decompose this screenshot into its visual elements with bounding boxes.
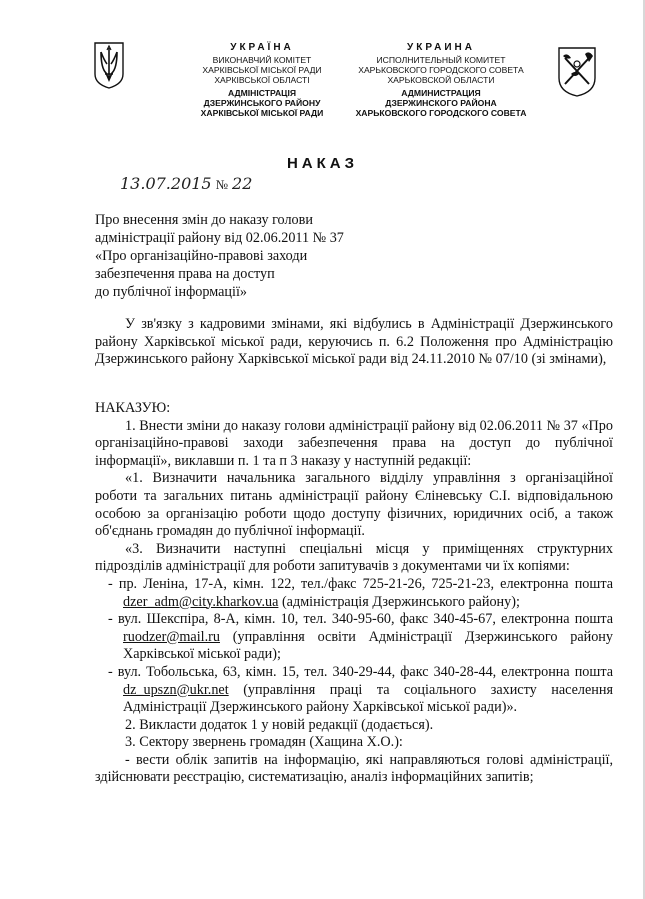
header-line: ХАРЬКОВСКОЙ ОБЛАСТИ [387,75,495,85]
number-sign: № [215,177,229,192]
trident-emblem-icon [92,40,126,90]
header-russian [350,42,532,118]
email-link[interactable]: dz_upszn@ukr.net [123,681,229,698]
header-line: ВИКОНАВЧИЙ КОМІТЕТ [212,55,312,65]
header-line: ИСПОЛНИТЕЛЬНЫЙ КОМИТЕТ [376,55,506,65]
place-item: - вул. Шекспіра, 8-А, кімн. 10, тел. 340-95-60, факс 340-45-67, електронна пошта ruodzer@mail.ru (управління освіти Адміністрації Дзержинського району Харківської міської ради); [108,611,614,663]
header-country-ru: УКРАИНА [407,42,475,53]
order-title: НАКАЗ [286,155,359,172]
header-admin-line: АДМІНІСТРАЦІЯ [227,88,297,98]
email-link[interactable]: dzer_adm@city.kharkov.ua [123,593,279,610]
order-number: 22 [232,174,253,193]
order-date-number [120,174,252,193]
header-admin-line: АДМИНИСТРАЦИЯ [401,88,481,98]
header-admin-line: ДЗЕРЖИНСКОГО РАЙОНА [385,98,497,108]
kharkiv-coat-of-arms-icon [555,44,599,98]
order-word: НАКАЗУЮ: [95,400,171,416]
header-line: ХАРЬКОВСКОГО ГОРОДСКОГО СОВЕТА [358,65,524,75]
item-3-sub: - вести облік запитів на інформацію, які направляються голові адміністрації, здійснювати реєстрацію, систематизацію, аналіз інформаційних запитів; [95,751,613,786]
header-admin-line: ДЗЕРЖИНСЬКОГО РАЙОНУ [203,98,321,108]
header-country-ua: УКРАЇНА [230,42,294,53]
email-link[interactable]: ruodzer@mail.ru [123,628,220,645]
subject-line: адміністрації району від 02.06.2011 № 37 [95,230,344,246]
item-1: 1. Внести зміни до наказу голови адміністрації району від 02.06.2011 № 37 «Про організаційно-правові заходи забезпечення права на доступ до публічної інформації», виклавши п. 1 та п 3 наказу у наступній редакції: [95,417,613,469]
item-2: 2. Викласти додаток 1 у новій редакції (додається). [125,716,434,733]
order-subject [95,211,375,301]
header-admin-line: ХАРКІВСЬКОЇ МІСЬКОЇ РАДИ [200,108,324,118]
place-item: - пр. Леніна, 17-А, кімн. 122, тел./факс 725-21-26, 725-21-23, електронна пошта dzer_adm@city.kharkov.ua (адміністрація Дзержинського району); [108,575,613,610]
subject-line: Про внесення змін до наказу голови [95,212,313,228]
preamble [95,316,613,369]
subject-line: до публічної інформації» [95,284,248,300]
order-body [95,400,613,787]
quote-item-1: «1. Визначити начальника загального відділу управління з організаційної роботи та загальних питань адміністрації району Єліневську С.І. відповідальною особою за організацію роботи щодо доступу фізичних, юридичних осіб, а також об'єднань громадян до публічної інформації. [95,470,613,540]
place-item: - вул. Тобольська, 63, кімн. 15, тел. 340-29-44, факс 340-28-44, електронна пошта dz_upszn@ukr.net (управління праці та соціального захисту населення Адміністрації Дзержинського району Харківської міської ради)». [108,663,613,716]
item-3: 3. Сектору звернень громадян (Хащина Х.О.): [125,734,403,751]
preamble-text: У зв'язку з кадровими змінами, які відбулись в Адміністрації Дзержинського району Харківської міської ради, керуючись п. 6.2 Положення про Адміністрацію Дзержинського району Харківської міської ради від 24.11.2010 № 07/10 (зі змінами), [95,316,613,368]
header-ukrainian [178,42,346,118]
subject-line: «Про організаційно-правові заходи [95,248,308,264]
header-admin-line: ХАРЬКОВСКОГО ГОРОДСКОГО СОВЕТА [355,108,527,118]
header-line: ХАРКІВСЬКОЇ ОБЛАСТІ [214,75,310,85]
header-line: ХАРКІВСЬКОЇ МІСЬКОЇ РАДИ [202,65,322,75]
subject-line: забезпечення права на доступ [95,266,275,282]
order-date: 13.07.2015 [120,174,212,193]
quote-item-3: «3. Визначити наступні спеціальні місця у приміщеннях структурних підрозділів адміністрації для роботи запитувачів з документами чи їх копіями: [95,540,613,575]
